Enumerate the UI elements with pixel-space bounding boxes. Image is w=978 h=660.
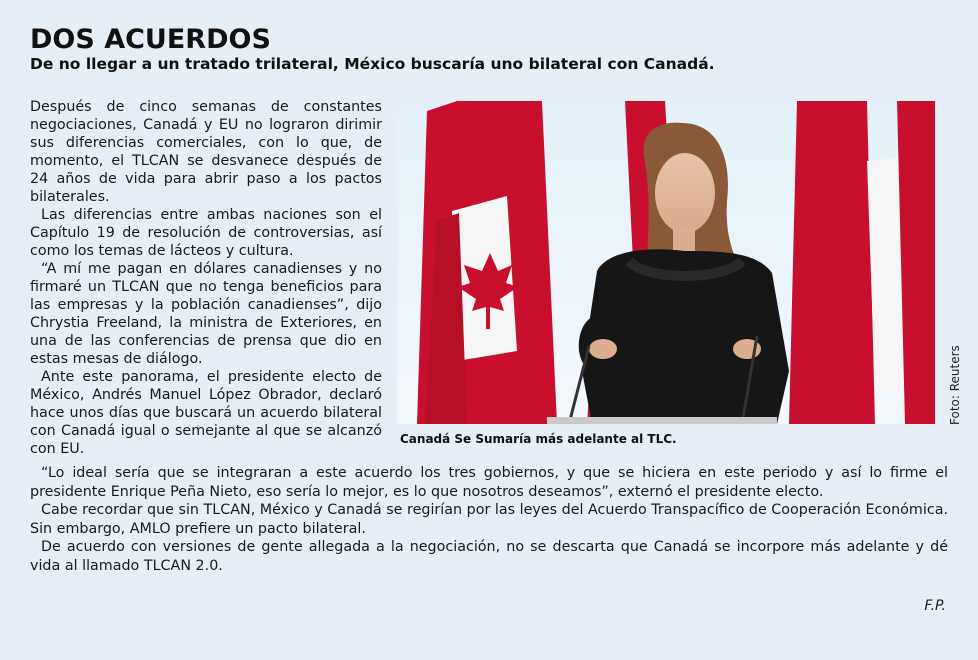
paragraph: “Lo ideal sería que se integraran a este acuerdo los tres gobiernos, y que se hiciera en este periodo y así lo firme el presidente Enrique Peña Nieto, eso sería lo mejor, es lo que nosotros deseamos”, externó el presidente electo. xyxy=(30,465,948,500)
paragraph: Cabe recordar que sin TLCAN, México y Canadá se regirían por las leyes del Acuerdo Transpacífico de Cooperación Económica. Sin embargo, AMLO prefiere un pacto bilateral. xyxy=(30,502,948,537)
headline: DOS ACUERDOS xyxy=(30,24,271,55)
subheadline: De no llegar a un tratado trilateral, México buscaría uno bilateral con Canadá. xyxy=(30,55,715,73)
news-photo xyxy=(397,101,935,424)
paragraph: Ante este panorama, el presidente electo de México, Andrés Manuel López Obrador, declaró hace unos días que buscará un acuerdo bilateral con Canadá igual o semejante al que se alcanzó con EU. xyxy=(30,369,382,457)
paragraph: De acuerdo con versiones de gente allegada a la negociación, no se descarta que Canadá se incorpore más adelante y dé vida al llamado TLCAN 2.0. xyxy=(30,539,948,574)
photo-illustration xyxy=(397,101,935,424)
byline: F.P. xyxy=(924,598,946,614)
canada-flag-right xyxy=(789,101,935,424)
article-column xyxy=(30,98,382,458)
paragraph: “A mí me pagan en dólares canadienses y no firmaré un TLCAN que no tenga beneficios para las empresas y la población canadienses”, dijo Chrystia Freeland, la ministra de Exteriores, en una de las conferencias de prensa que dio en estas mesas de diálogo. xyxy=(30,261,382,367)
photo-caption: Canadá Se Sumaría más adelante al TLC. xyxy=(400,432,677,446)
paragraph: Después de cinco semanas de constantes negociaciones, Canadá y EU no lograron dirimir sus diferencias comerciales, con lo que, de momento, el TLCAN se desvanece después de 24 años de vida para abrir paso a los pactos bilaterales. xyxy=(30,99,382,205)
canada-flag-left xyxy=(417,101,557,424)
photo-credit: Foto: Reuters xyxy=(948,345,962,425)
article-continuation xyxy=(30,464,948,576)
podium xyxy=(547,417,777,424)
paragraph: Las diferencias entre ambas naciones son el Capítulo 19 de resolución de controversias, así como los temas de lácteos y cultura. xyxy=(30,207,382,259)
